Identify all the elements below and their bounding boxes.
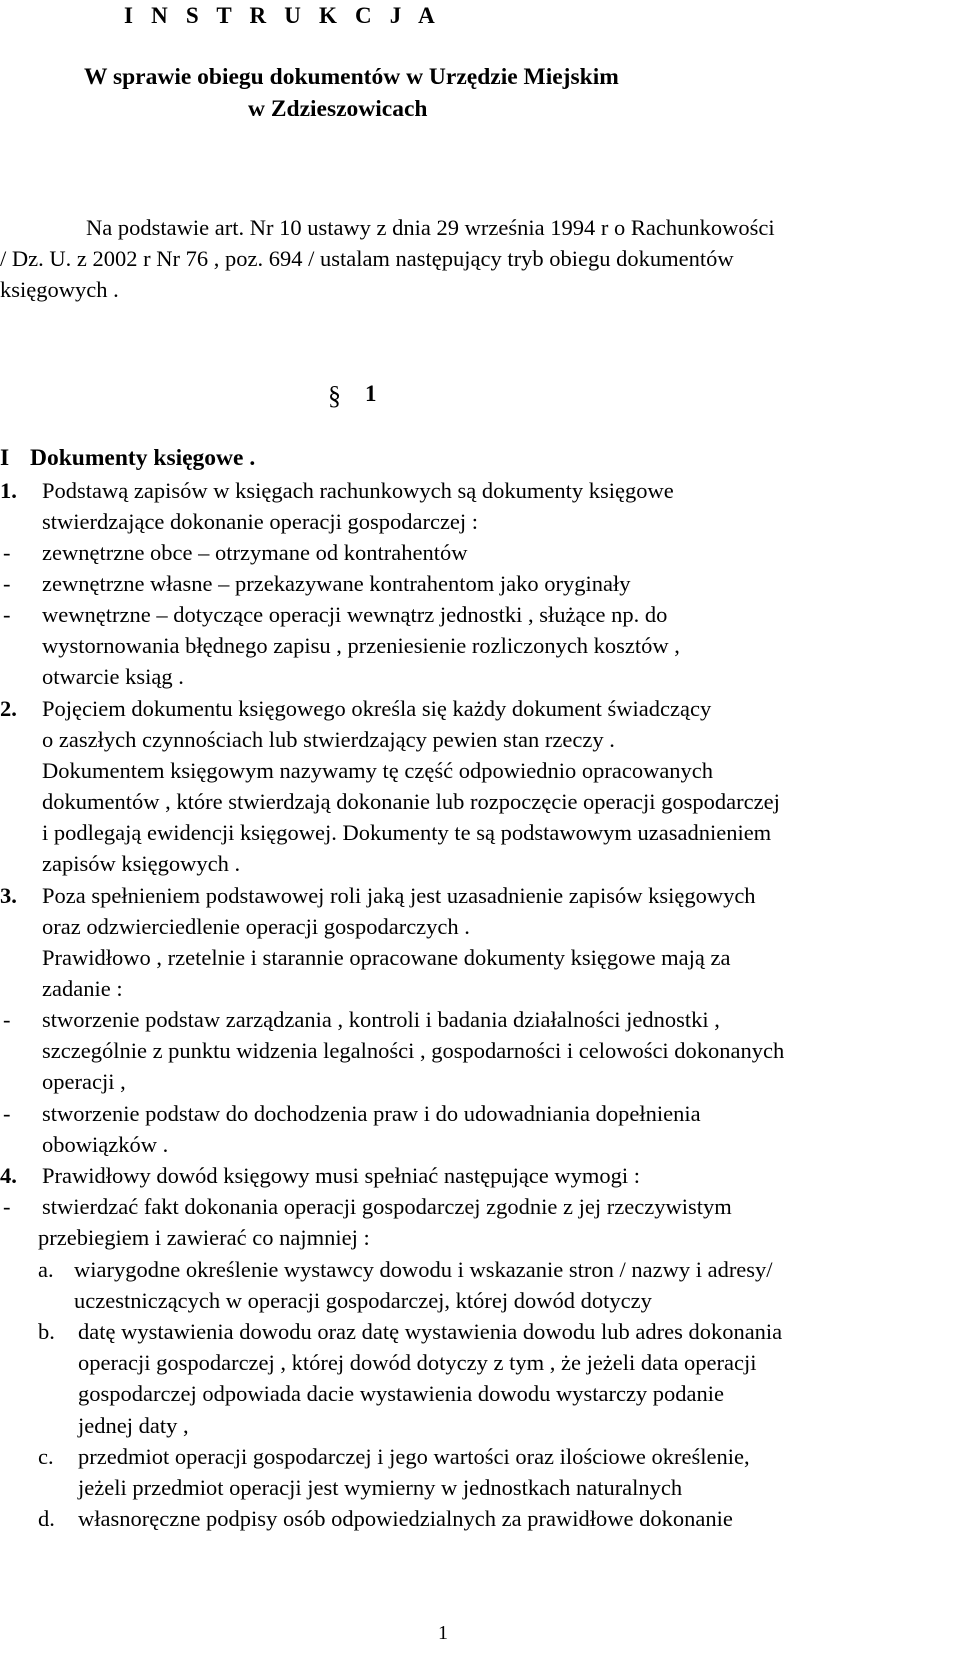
body-line-text: zewnętrzne własne – przekazywane kontrahentom jako oryginały bbox=[42, 571, 631, 596]
item-number: 1. bbox=[0, 478, 17, 503]
page-number: 1 bbox=[438, 1622, 448, 1644]
body-line-text: wiarygodne określenie wystawcy dowodu i wskazanie stron / nazwy i adresy/ bbox=[74, 1257, 773, 1282]
bullet-dash: - bbox=[3, 571, 11, 596]
document-subtitle-line-2: w Zdzieszowicach bbox=[248, 96, 428, 122]
body-line-text: zewnętrzne obce – otrzymane od kontrahentów bbox=[42, 540, 468, 565]
bullet-dash: - bbox=[3, 1101, 11, 1126]
bullet-dash: - bbox=[3, 1194, 11, 1219]
body-line-text: i podlegają ewidencji księgowej. Dokumenty te są podstawowym uzasadnieniem bbox=[42, 820, 772, 845]
body-line-text: Dokumentem księgowym nazywamy tę część odpowiednio opracowanych bbox=[42, 758, 714, 783]
body-line-text: stworzenie podstaw zarządzania , kontroli i badania działalności jednostki , bbox=[42, 1007, 720, 1032]
bullet-dash: - bbox=[3, 540, 11, 565]
body-line-text: uczestniczących w operacji gospodarczej, której dowód dotyczy bbox=[74, 1288, 652, 1313]
body-line-text: stwierdzające dokonanie operacji gospodarczej : bbox=[42, 509, 479, 534]
body-line-text: gospodarczej odpowiada dacie wystawienia dowodu wystarczy podanie bbox=[78, 1381, 725, 1406]
body-line-text: stworzenie podstaw do dochodzenia praw i do udowadniania dopełnienia bbox=[42, 1101, 701, 1126]
body-line-text: operacji , bbox=[42, 1069, 126, 1094]
item-number: 3. bbox=[0, 883, 17, 908]
body-line-text: Poza spełnieniem podstawowej roli jaką jest uzasadnienie zapisów księgowych bbox=[42, 883, 756, 908]
body-line-text: własnoręczne podpisy osób odpowiedzialnych za prawidłowe dokonanie bbox=[78, 1506, 733, 1531]
body-line-text: Prawidłowy dowód księgowy musi spełniać następujące wymogi : bbox=[42, 1163, 641, 1188]
item-number: 2. bbox=[0, 696, 17, 721]
body-line-text: operacji gospodarczej , której dowód dotyczy z tym , że jeżeli data operacji bbox=[78, 1350, 757, 1375]
intro-line: księgowych . bbox=[0, 277, 119, 302]
body-line-text: jeżeli przedmiot operacji jest wymierny w jednostkach naturalnych bbox=[78, 1475, 683, 1500]
body-line-text: obowiązków . bbox=[42, 1132, 169, 1157]
body-line-text: Prawidłowo , rzetelnie i starannie opracowane dokumenty księgowe mają za bbox=[42, 945, 731, 970]
body-line-text: wystornowania błędnego zapisu , przeniesienie rozliczonych kosztów , bbox=[42, 633, 680, 658]
body-line-text: oraz odzwierciedlenie operacji gospodarczych . bbox=[42, 914, 470, 939]
body-line-text: datę wystawienia dowodu oraz datę wystawienia dowodu lub adres dokonania bbox=[78, 1319, 783, 1344]
body-line-text: zadanie : bbox=[42, 976, 123, 1001]
body-line-text: zapisów księgowych . bbox=[42, 851, 241, 876]
intro-line: / Dz. U. z 2002 r Nr 76 , poz. 694 / ustalam następujący tryb obiegu dokumentów bbox=[0, 246, 734, 271]
body-line-text: otwarcie ksiąg . bbox=[42, 664, 184, 689]
body-line-text: wewnętrzne – dotyczące operacji wewnątrz jednostki , służące np. do bbox=[42, 602, 668, 627]
item-number: d. bbox=[38, 1506, 55, 1531]
body-line-text: jednej daty , bbox=[78, 1413, 189, 1438]
body-line-text: Pojęciem dokumentu księgowego określa się każdy dokument świadczący bbox=[42, 696, 712, 721]
document-subtitle-line-1: W sprawie obiegu dokumentów w Urzędzie Miejskim bbox=[84, 64, 619, 90]
body-line-text: stwierdzać fakt dokonania operacji gospodarczej zgodnie z jej rzeczywistym bbox=[42, 1194, 732, 1219]
paragraph-number: 1 bbox=[365, 381, 377, 406]
section-roman-numeral: I bbox=[0, 445, 10, 471]
body-line-text: Podstawą zapisów w księgach rachunkowych są dokumenty księgowe bbox=[42, 478, 674, 503]
paragraph-sign: § bbox=[328, 381, 341, 410]
item-number: b. bbox=[38, 1319, 55, 1344]
section-heading bbox=[0, 443, 255, 474]
body-line-text: przedmiot operacji gospodarczej i jego wartości oraz ilościowe określenie, bbox=[78, 1444, 750, 1469]
intro-paragraph bbox=[0, 212, 940, 305]
section-title: Dokumenty księgowe . bbox=[30, 445, 256, 471]
body-line-text: przebiegiem i zawierać co najmniej : bbox=[38, 1225, 370, 1250]
body-line-text: szczególnie z punktu widzenia legalności , gospodarności i celowości dokonanych bbox=[42, 1038, 785, 1063]
item-number: a. bbox=[38, 1257, 54, 1282]
body-line-text: dokumentów , które stwierdzają dokonanie lub rozpoczęcie operacji gospodarczej bbox=[42, 789, 780, 814]
intro-line: Na podstawie art. Nr 10 ustawy z dnia 29 września 1994 r o Rachunkowości bbox=[86, 215, 775, 240]
body-line-text: o zaszłych czynnościach lub stwierdzający pewien stan rzeczy . bbox=[42, 727, 615, 752]
item-number: 4. bbox=[0, 1163, 17, 1188]
bullet-dash: - bbox=[3, 602, 11, 627]
document-title: I N S T R U K C J A bbox=[124, 3, 441, 28]
bullet-dash: - bbox=[3, 1007, 11, 1032]
item-number: c. bbox=[38, 1444, 54, 1469]
